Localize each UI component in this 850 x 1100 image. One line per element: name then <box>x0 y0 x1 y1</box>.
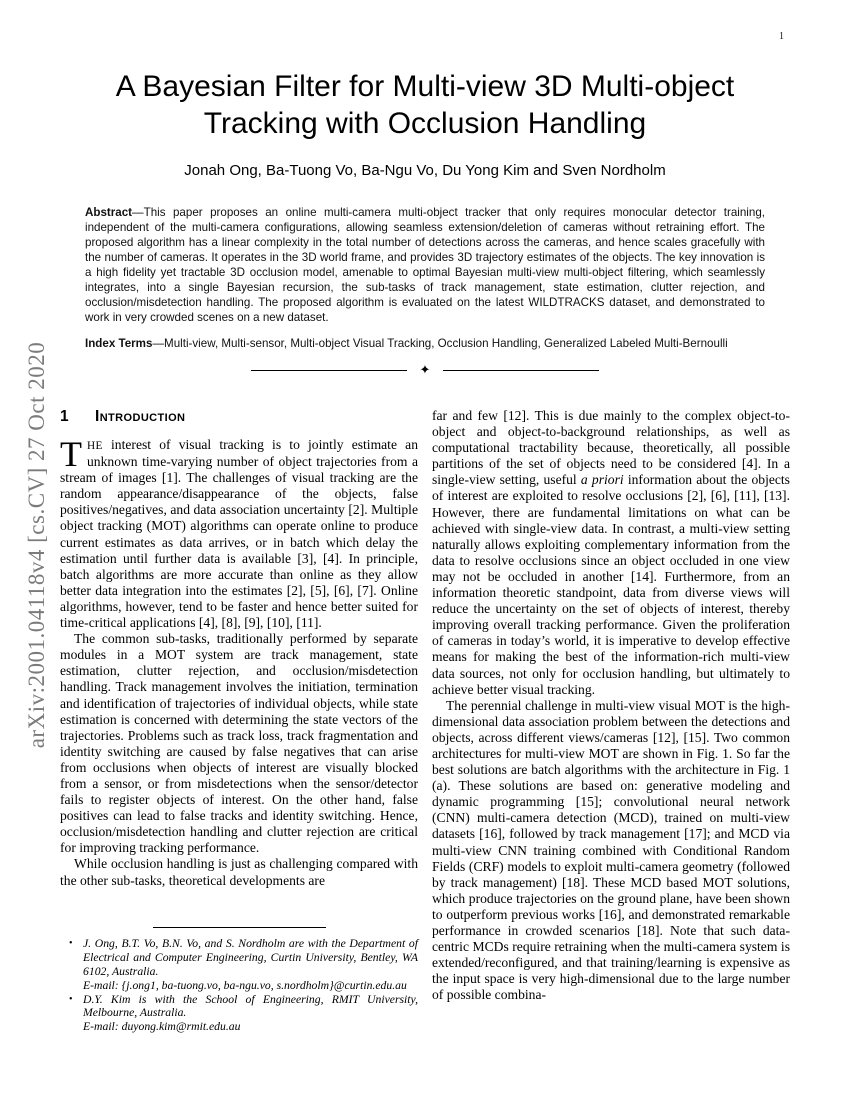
right-column <box>432 408 790 1034</box>
bullet-icon: • <box>69 993 73 1005</box>
section-divider <box>0 362 850 377</box>
bullet-icon: • <box>69 938 73 950</box>
divider-rule-left <box>251 370 407 371</box>
arxiv-watermark: arXiv:2001.04118v4 [cs.CV] 27 Oct 2020 <box>24 341 49 749</box>
footnote-item-2 <box>60 993 418 1034</box>
abstract <box>85 205 765 325</box>
footnote-2-affiliation: D.Y. Kim is with the School of Engineering, RMIT University, Melbourne, Australia. <box>83 992 418 1020</box>
abstract-label: Abstract <box>85 206 133 219</box>
section-number: 1 <box>60 408 69 425</box>
section-title: Introduction <box>95 408 186 425</box>
divider-rule-right <box>443 370 599 371</box>
paper-title-line2: Tracking with Occlusion Handling <box>203 107 647 140</box>
diamond-icon: ✦ <box>419 362 431 377</box>
abstract-text: —This paper proposes an online multi-camera multi-object tracker that only requires monocular detector training, independent of the multi-camera configurations, allowing seamless extension/deletion of cameras without retraining effort. The proposed algorithm has a linear complexity in the total number of detections across the cameras, and hence scales gracefully with the number of cameras. It operates in the 3D world frame, and provides 3D trajectory estimates of the objects. The key innovation is a high fidelity yet tractable 3D occlusion model, amenable to optimal Bayesian multi-view multi-object filtering, which seamlessly integrates, into a single Bayesian recursion, the sub-tasks of track management, state estimation, clutter rejection, and occlusion/misdetection handling. The proposed algorithm is evaluated on the latest WILDTRACKS dataset, and demonstrated to work in very crowded scenes on a new dataset. <box>85 206 765 324</box>
a-priori-italic: a priori <box>580 472 624 488</box>
footnote-1-email: E-mail: {j.ong1, ba-tuong.vo, ba-ngu.vo, s.nordholm}@curtin.edu.au <box>83 978 407 992</box>
footnote-1-text <box>83 937 418 992</box>
paragraph-intro-4 <box>432 408 790 698</box>
paragraph-intro-5: The perennial challenge in multi-view visual MOT is the high-dimensional data association problem between the detections and objects, across different views/cameras [12], [15]. Two common architectures for multi-view MOT are shown in Fig. 1. So far the best solutions are batch algorithms with the architecture in Fig. 1 (a). These solutions are based on: generative modeling and dynamic programming [15]; convolutional neural network (CNN) multi-camera detection (MCD), trained on multi-view datasets [16], followed by track management [17]; and MCD via multi-view CNN training combined with Conditional Random Fields (CRF) models to exploit multi-camera geometry (followed by track management) [18]. These MCD based MOT solutions, which produce trajectories on the ground plane, have been shown to outperform previous works [16], and demonstrated remarkable performance in crowded scenarios [18]. Note that such data-centric MCDs require retraining when the multi-camera system is extended/reconfigured, and that training/learning is expensive as the input space is very high-dimensional due to the large number of possible combina- <box>432 697 790 1003</box>
paragraph-intro-2: The common sub-tasks, traditionally performed by separate modules in a MOT system are track management, state estimation, clutter rejection, and occlusion/misdetection handling. Track management involves the initiation, termination and identification of trajectories of individual objects, while state estimation is concerned with determining the state vectors of the trajectories. Problems such as track loss, track fragmentation and identity switching are caused by false negatives that can arise from occlusions when objects of interest are visually blocked from a sensor, or from misdetections when the sensor/detector fails to register objects of interest. On the other hand, false positives can lead to false tracks and identity switching. Hence, occlusion/misdetection handling and clutter rejection are critical for improving tracking performance. <box>60 631 418 856</box>
footnote-2-text <box>83 993 418 1034</box>
paper-title <box>0 0 850 142</box>
left-column-text <box>60 434 418 889</box>
footnote-item-1 <box>60 937 418 992</box>
paragraph-intro-1-text: interest of visual tracking is to jointly estimate an unknown time-varying number of object trajectories from a stream of images [1]. The challenges of visual tracking are the random appearance/disappearance of the objects, false positives/negatives, and data association uncertainty [2]. Multiple object tracking (MOT) algorithms can operate online to produce current estimates as data arrives, or in batch which delay the estimation until further data is available [3], [4]. In principle, batch algorithms are more accurate than online as they allow better data integration into the estimates [2], [5], [6], [7]. Online algorithms, however, tend to be faster and hence better suited for time-critical applications [4], [8], [9], [10], [11]. <box>60 437 418 631</box>
paragraph-intro-4-text-b: information about the objects of interest are exploited to resolve occlusions [2], [6], [11], [13]. However, there are fundamental limitations on what can be achieved with single-view data. In contrast, a multi-view setting naturally allows exploiting complementary information from the data to resolve occlusions since an object occluded in one view may not be occluded in another [14]. Furthermore, from an information theoretic standpoint, data from diverse views will reduce the uncertainty on the set of objects of interest, thereby improving overall tracking performance. Given the proliferation of cameras in today’s world, it is imperative to develop effective means for making the best of the information-rich multi-view data sources, not only for occlusion handling, but ultimately to achieve better visual tracking. <box>432 472 790 697</box>
index-terms <box>85 336 765 351</box>
section-heading-introduction <box>60 408 418 426</box>
footnote-rule <box>153 927 326 928</box>
paper-title-line1: A Bayesian Filter for Multi-view 3D Multi-object <box>115 70 735 103</box>
left-column <box>60 408 418 1034</box>
index-terms-text: —Multi-view, Multi-sensor, Multi-object Visual Tracking, Occlusion Handling, Generalized Labeled Multi-Bernoulli <box>152 337 728 350</box>
paragraph-intro-3: While occlusion handling is just as challenging compared with the other sub-tasks, theoretical developments are <box>60 856 418 888</box>
two-column-body <box>60 408 790 1034</box>
footnote-1-affiliation: J. Ong, B.T. Vo, B.N. Vo, and S. Nordholm are with the Department of Electrical and Computer Engineering, Curtin University, Bentley, WA 6102, Australia. <box>83 937 418 979</box>
paragraph-intro-4-text-a: far and few [12]. This is due mainly to the complex object-to-object and object-to-background relationships, as well as computational tractability because, theoretically, all possible partitions of the set of objects need to be considered [4]. In a single-view setting, useful <box>432 408 790 488</box>
page-number: 1 <box>779 31 784 42</box>
footnote-2-email: E-mail: duyong.kim@rmit.edu.au <box>83 1020 241 1034</box>
paragraph-intro-1 <box>60 434 418 631</box>
index-terms-label: Index Terms <box>85 337 153 350</box>
drop-cap-smallcaps: HE <box>87 440 103 452</box>
footnote-block <box>60 927 418 1034</box>
author-list: Jonah Ong, Ba-Tuong Vo, Ba-Ngu Vo, Du Yong Kim and Sven Nordholm <box>184 162 666 179</box>
drop-cap: T <box>60 434 82 474</box>
